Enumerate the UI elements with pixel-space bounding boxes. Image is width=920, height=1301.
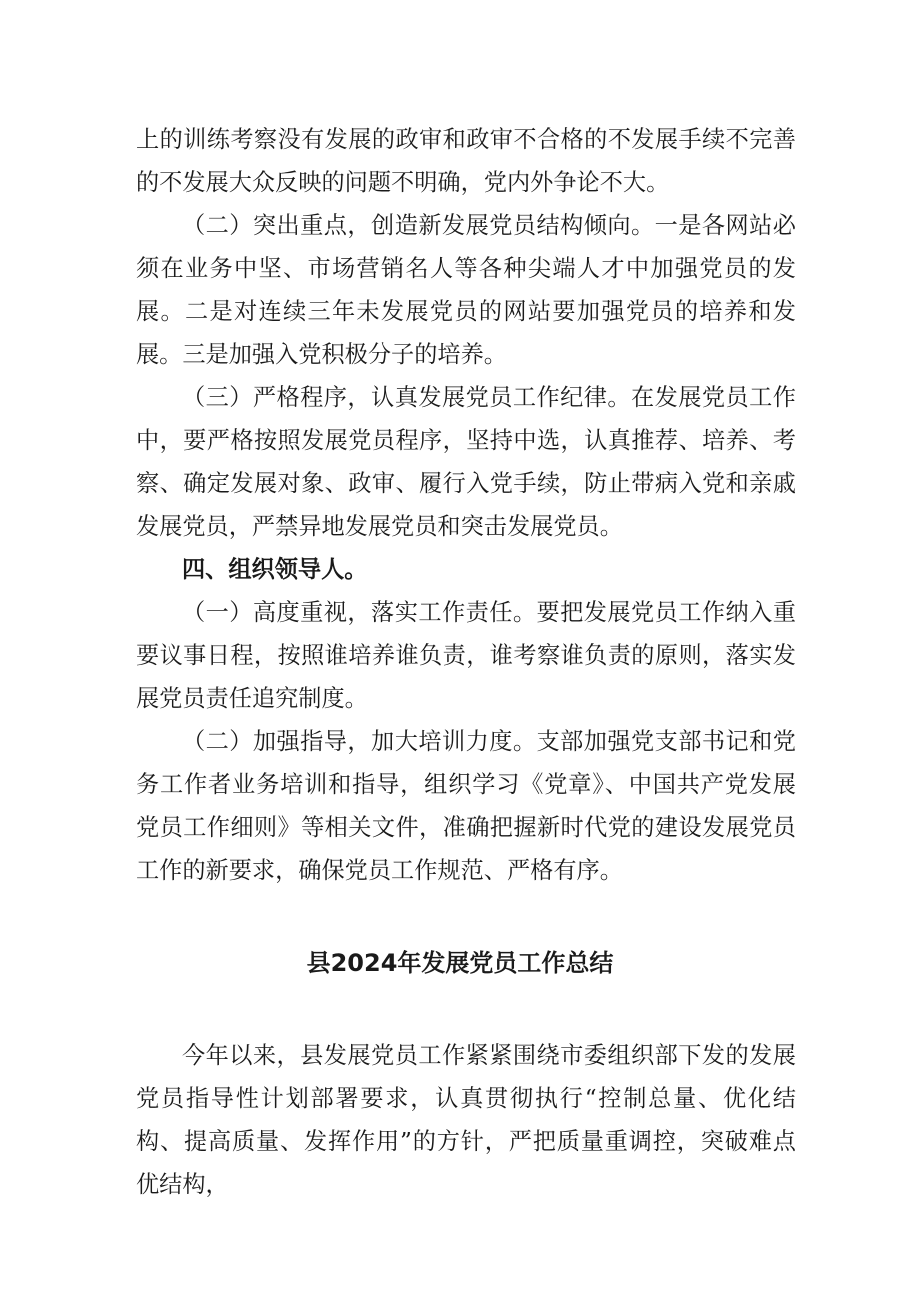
paragraph-summary-intro: 今年以来，县发展党员工作紧紧围绕市委组织部下发的发展党员指导性计划部署要求，认真贯彻执行“控制总量、优化结构、提高质量、发挥作用”的方针，严把质量重调控，突破难点优结构， — [136, 1042, 796, 1198]
document-title: 县2024年发展党员工作总结 — [306, 949, 614, 977]
paragraph-high-attention: （一）高度重视，落实工作责任。要把发展党员工作纳入重要议事日程，按照谁培养谁负责，谁考察谁负责的原则，落实发展党员责任追究制度。 — [136, 599, 796, 712]
paragraph-highlight-focus: （二）突出重点，创造新发展党员结构倾向。一是各网站必须在业务中坚、市场营销名人等各种尖端人才中加强党员的发展。二是对连续三年未发展党员的网站要加强党员的培养和发展。三是加强入党积极分子的培养。 — [136, 212, 796, 368]
paragraph-strengthen-guidance: （二）加强指导，加大培训力度。支部加强党支部书记和党务工作者业务培训和指导，组织学习《党章》、中国共产党发展党员工作细则》等相关文件，准确把握新时代党的建设发展党员工作的新要求，确保党员工作规范、严格有序。 — [136, 728, 796, 884]
paragraph-continuation: 上的训练考察没有发展的政审和政审不合格的不发展手续不完善的不发展大众反映的问题不明确，党内外争论不大。 — [136, 126, 796, 196]
paragraph-strict-procedure: （三）严格程序，认真发展党员工作纪律。在发展党员工作中，要严格按照发展党员程序，坚持中选，认真推荐、培养、考察、确定发展对象、政审、履行入党手续，防止带病入党和亲戚发展党员，严禁异地发展党员和突击发展党员。 — [136, 384, 796, 540]
section-heading-organization-leadership: 四、组织领导人。 — [182, 556, 368, 583]
